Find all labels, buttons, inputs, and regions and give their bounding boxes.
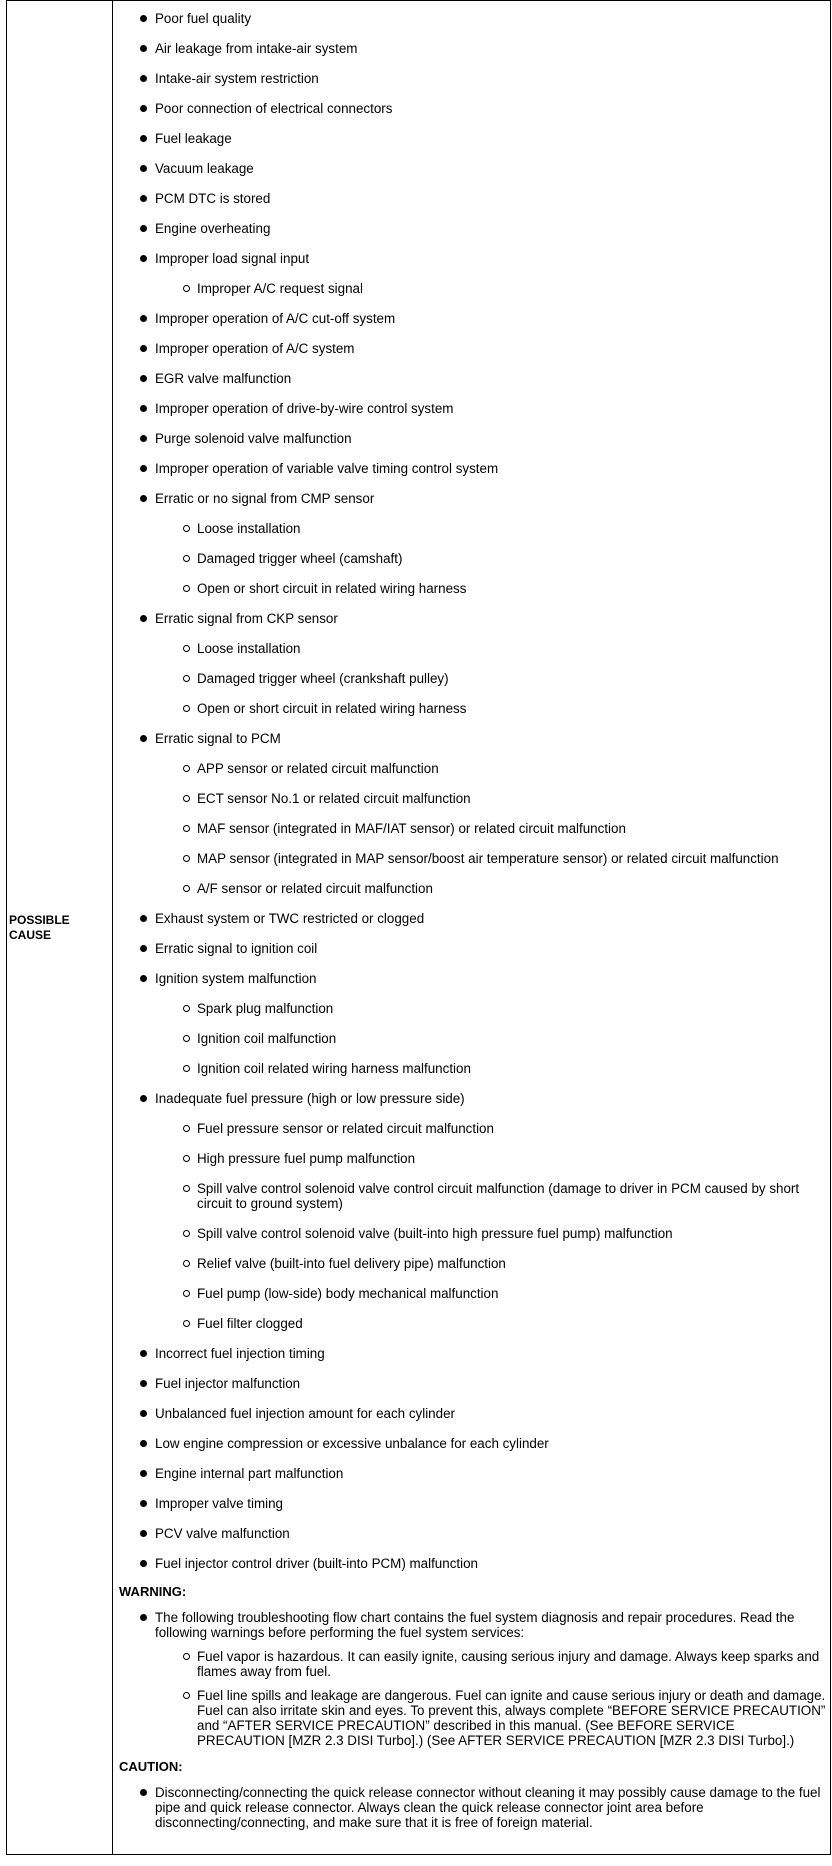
list-item — [113, 11, 826, 26]
list-item — [113, 1091, 826, 1106]
item-text: Low engine compression or excessive unbalance for each cylinder — [155, 1436, 549, 1451]
possible-cause-label: POSSIBLE CAUSE — [7, 1, 113, 1855]
item-text: Fuel line spills and leakage are dangerous. Fuel can ignite and cause serious injury or death and damage. Fuel can also irritate skin and eyes. To prevent this, always complete “BEFORE SERVICE PRECAUTION” and “AFTER SERVICE PRECAUTION” described in this manual. (See BEFORE SERVICE PRECAUTION [MZR 2.3 DISI Turbo].) (See AFTER SERVICE PRECAUTION [MZR 2.3 DISI Turbo].) — [197, 1688, 826, 1748]
cause-row — [7, 1, 831, 1855]
item-text: Ignition system malfunction — [155, 971, 317, 986]
bullet-icon — [140, 1380, 147, 1387]
circle-bullet-icon — [183, 285, 190, 292]
sub-list-item — [113, 521, 826, 536]
list-item — [113, 131, 826, 146]
sub-list-item — [113, 1688, 826, 1748]
sub-list-item — [113, 1316, 826, 1331]
item-text: Fuel pressure sensor or related circuit malfunction — [197, 1121, 494, 1136]
item-text: Poor connection of electrical connectors — [155, 101, 393, 116]
list-item — [113, 1436, 826, 1451]
sub-list-item — [113, 821, 826, 836]
bullet-icon — [140, 975, 147, 982]
circle-bullet-icon — [183, 555, 190, 562]
circle-bullet-icon — [183, 1005, 190, 1012]
bullet-icon — [140, 435, 147, 442]
warning-list — [113, 1610, 826, 1748]
bullet-icon — [140, 195, 147, 202]
bullet-icon — [140, 735, 147, 742]
item-text: Spill valve control solenoid valve control circuit malfunction (damage to driver in PCM caused by short circuit to ground system) — [197, 1181, 800, 1211]
circle-bullet-icon — [183, 1230, 190, 1237]
item-text: Damaged trigger wheel (camshaft) — [197, 551, 403, 566]
item-text: Intake-air system restriction — [155, 71, 319, 86]
bullet-icon — [140, 135, 147, 142]
list-item — [113, 491, 826, 506]
list-item — [113, 1496, 826, 1511]
list-item — [113, 1610, 826, 1640]
item-text: Incorrect fuel injection timing — [155, 1346, 325, 1361]
circle-bullet-icon — [183, 765, 190, 772]
bullet-icon — [140, 165, 147, 172]
bullet-icon — [140, 375, 147, 382]
item-text: APP sensor or related circuit malfunction — [197, 761, 439, 776]
item-text: ECT sensor No.1 or related circuit malfunction — [197, 791, 471, 806]
caution-title: CAUTION: — [119, 1759, 183, 1774]
circle-bullet-icon — [183, 1692, 190, 1699]
circle-bullet-icon — [183, 1260, 190, 1267]
bullet-icon — [140, 1470, 147, 1477]
item-text: Disconnecting/connecting the quick release connector without cleaning it may possibly cause damage to the fuel pipe and quick release connector. Always clean the quick release connector joint area before disconnecting/connecting, and make sure that it is free of foreign material. — [155, 1785, 821, 1830]
item-text: Engine internal part malfunction — [155, 1466, 344, 1481]
item-text: Spill valve control solenoid valve (built-into high pressure fuel pump) malfunction — [197, 1226, 673, 1241]
item-text: MAP sensor (integrated in MAP sensor/boost air temperature sensor) or related circuit malfunction — [197, 851, 779, 866]
circle-bullet-icon — [183, 585, 190, 592]
circle-bullet-icon — [183, 1185, 190, 1192]
cause-list — [113, 11, 826, 1571]
bullet-icon — [140, 945, 147, 952]
sub-list-item — [113, 1181, 826, 1211]
bullet-icon — [140, 1614, 147, 1621]
circle-bullet-icon — [183, 885, 190, 892]
item-text: Improper A/C request signal — [197, 281, 363, 296]
bullet-icon — [140, 615, 147, 622]
sub-list-item — [113, 1121, 826, 1136]
sub-list-item — [113, 761, 826, 776]
item-text: EGR valve malfunction — [155, 371, 292, 386]
list-item — [113, 251, 826, 266]
bullet-icon — [140, 1560, 147, 1567]
list-item — [113, 341, 826, 356]
bullet-icon — [140, 1095, 147, 1102]
item-text: Improper operation of variable valve timing control system — [155, 461, 499, 476]
item-text: Erratic or no signal from CMP sensor — [155, 491, 375, 506]
item-text: MAF sensor (integrated in MAF/IAT sensor) or related circuit malfunction — [197, 821, 626, 836]
list-item — [113, 71, 826, 86]
circle-bullet-icon — [183, 1125, 190, 1132]
item-text: Fuel injector malfunction — [155, 1376, 301, 1391]
item-text: Ignition coil malfunction — [197, 1031, 337, 1046]
item-text: Engine overheating — [155, 221, 271, 236]
list-item — [113, 1406, 826, 1421]
list-item — [113, 911, 826, 926]
circle-bullet-icon — [183, 1290, 190, 1297]
item-text: Fuel leakage — [155, 131, 232, 146]
item-text: Loose installation — [197, 521, 301, 536]
item-text: High pressure fuel pump malfunction — [197, 1151, 416, 1166]
circle-bullet-icon — [183, 855, 190, 862]
item-text: Improper valve timing — [155, 1496, 284, 1511]
item-text: Loose installation — [197, 641, 301, 656]
bullet-icon — [140, 105, 147, 112]
sub-list-item — [113, 671, 826, 686]
item-text: Fuel vapor is hazardous. It can easily ignite, causing serious injury and damage. Always keep sparks and flames away from fuel. — [197, 1649, 820, 1679]
list-item — [113, 191, 826, 206]
list-item — [113, 101, 826, 116]
list-item — [113, 161, 826, 176]
bullet-icon — [140, 1530, 147, 1537]
sub-list-item — [113, 1226, 826, 1241]
list-item — [113, 431, 826, 446]
sub-list-item — [113, 1256, 826, 1271]
sub-list-item — [113, 1649, 826, 1679]
sub-list-item — [113, 551, 826, 566]
bullet-icon — [140, 1410, 147, 1417]
list-item — [113, 1556, 826, 1571]
list-item — [113, 1346, 826, 1361]
list-item — [113, 941, 826, 956]
bullet-icon — [140, 15, 147, 22]
list-item — [113, 311, 826, 326]
sub-list-item — [113, 881, 826, 896]
list-item — [113, 1785, 826, 1830]
circle-bullet-icon — [183, 1065, 190, 1072]
circle-bullet-icon — [183, 705, 190, 712]
cause-table — [6, 0, 831, 1855]
item-text: Vacuum leakage — [155, 161, 254, 176]
sub-list-item — [113, 641, 826, 656]
bullet-icon — [140, 75, 147, 82]
bullet-icon — [140, 315, 147, 322]
bullet-icon — [140, 1350, 147, 1357]
circle-bullet-icon — [183, 1653, 190, 1660]
circle-bullet-icon — [183, 675, 190, 682]
circle-bullet-icon — [183, 645, 190, 652]
bullet-icon — [140, 45, 147, 52]
circle-bullet-icon — [183, 525, 190, 532]
caution-list — [113, 1785, 826, 1830]
bullet-icon — [140, 1789, 147, 1796]
bullet-icon — [140, 405, 147, 412]
list-item — [113, 1376, 826, 1391]
item-text: The following troubleshooting flow chart contains the fuel system diagnosis and repair procedures. Read the following warnings before performing the fuel system services: — [155, 1610, 795, 1640]
item-text: Unbalanced fuel injection amount for each cylinder — [155, 1406, 455, 1421]
item-text: Poor fuel quality — [155, 11, 252, 26]
list-item — [113, 371, 826, 386]
sub-list-item — [113, 1061, 826, 1076]
item-text: Exhaust system or TWC restricted or clogged — [155, 911, 425, 926]
sub-list-item — [113, 1286, 826, 1301]
bullet-icon — [140, 1500, 147, 1507]
circle-bullet-icon — [183, 1320, 190, 1327]
sub-list-item — [113, 1001, 826, 1016]
circle-bullet-icon — [183, 795, 190, 802]
item-text: Open or short circuit in related wiring harness — [197, 701, 467, 716]
sub-list-item — [113, 281, 826, 296]
list-item — [113, 41, 826, 56]
bullet-icon — [140, 495, 147, 502]
item-text: A/F sensor or related circuit malfunction — [197, 881, 433, 896]
item-text: Improper operation of A/C system — [155, 341, 355, 356]
sub-list-item — [113, 1031, 826, 1046]
list-item — [113, 1466, 826, 1481]
item-text: Improper operation of A/C cut-off system — [155, 311, 396, 326]
item-text: Ignition coil related wiring harness malfunction — [197, 1061, 471, 1076]
item-text: Air leakage from intake-air system — [155, 41, 358, 56]
sub-list-item — [113, 701, 826, 716]
item-text: Spark plug malfunction — [197, 1001, 334, 1016]
warning-title: WARNING: — [119, 1584, 187, 1599]
list-item — [113, 221, 826, 236]
item-text: Erratic signal from CKP sensor — [155, 611, 338, 626]
circle-bullet-icon — [183, 825, 190, 832]
list-item — [113, 1526, 826, 1541]
bullet-icon — [140, 345, 147, 352]
bullet-icon — [140, 225, 147, 232]
bullet-icon — [140, 465, 147, 472]
bullet-icon — [140, 255, 147, 262]
item-text: Improper operation of drive-by-wire control system — [155, 401, 454, 416]
item-text: PCM DTC is stored — [155, 191, 271, 206]
list-item — [113, 611, 826, 626]
item-text: Fuel injector control driver (built-into PCM) malfunction — [155, 1556, 478, 1571]
item-text: Improper load signal input — [155, 251, 310, 266]
list-item — [113, 731, 826, 746]
sub-list-item — [113, 581, 826, 596]
item-text: Damaged trigger wheel (crankshaft pulley) — [197, 671, 449, 686]
sub-list-item — [113, 851, 826, 866]
item-text: Fuel pump (low-side) body mechanical malfunction — [197, 1286, 499, 1301]
list-item — [113, 461, 826, 476]
item-text: Purge solenoid valve malfunction — [155, 431, 352, 446]
item-text: Erratic signal to ignition coil — [155, 941, 318, 956]
sub-list-item — [113, 791, 826, 806]
circle-bullet-icon — [183, 1035, 190, 1042]
sub-list-item — [113, 1151, 826, 1166]
bullet-icon — [140, 1440, 147, 1447]
item-text: Open or short circuit in related wiring harness — [197, 581, 467, 596]
item-text: PCV valve malfunction — [155, 1526, 290, 1541]
item-text: Inadequate fuel pressure (high or low pressure side) — [155, 1091, 465, 1106]
circle-bullet-icon — [183, 1155, 190, 1162]
list-item — [113, 401, 826, 416]
list-item — [113, 971, 826, 986]
item-text: Erratic signal to PCM — [155, 731, 281, 746]
cause-content — [113, 1, 831, 1855]
item-text: Fuel filter clogged — [197, 1316, 303, 1331]
item-text: Relief valve (built-into fuel delivery pipe) malfunction — [197, 1256, 506, 1271]
bullet-icon — [140, 915, 147, 922]
